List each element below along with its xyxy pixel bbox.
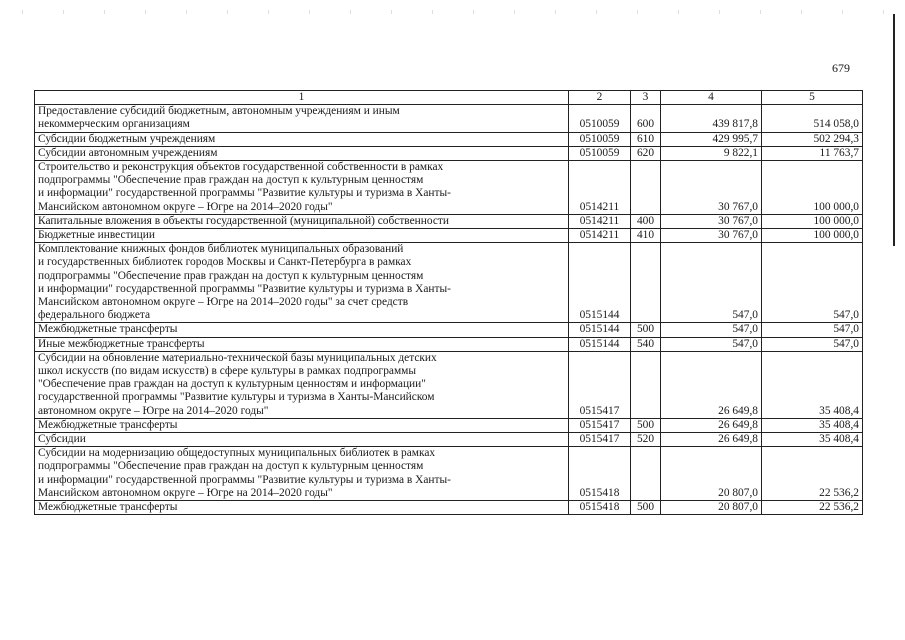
row-vr: 400 <box>631 214 661 228</box>
row-vr: 500 <box>631 418 661 432</box>
table-row <box>35 418 863 432</box>
row-amount-1: 30 767,0 <box>661 161 762 215</box>
row-name: Межбюджетные трансферты <box>35 323 569 337</box>
scan-artifact-top <box>0 10 905 14</box>
row-vr: 620 <box>631 146 661 160</box>
row-csr: 0514211 <box>569 161 631 215</box>
row-csr: 0515418 <box>569 501 631 515</box>
row-amount-2: 100 000,0 <box>762 161 863 215</box>
row-csr: 0515144 <box>569 337 631 351</box>
table-row <box>35 351 863 418</box>
table-row <box>35 214 863 228</box>
row-csr: 0514211 <box>569 229 631 243</box>
row-csr: 0510059 <box>569 132 631 146</box>
row-amount-1: 30 767,0 <box>661 229 762 243</box>
row-vr: 600 <box>631 105 661 132</box>
row-amount-2: 100 000,0 <box>762 229 863 243</box>
row-vr: 500 <box>631 323 661 337</box>
row-vr <box>631 351 661 418</box>
row-amount-1: 547,0 <box>661 243 762 323</box>
row-amount-1: 26 649,8 <box>661 351 762 418</box>
row-name: Бюджетные инвестиции <box>35 229 569 243</box>
row-csr: 0515417 <box>569 351 631 418</box>
row-name: Субсидии <box>35 433 569 447</box>
row-amount-1: 30 767,0 <box>661 214 762 228</box>
col-header-name: 1 <box>35 91 569 105</box>
row-name: Межбюджетные трансферты <box>35 501 569 515</box>
row-amount-2: 35 408,4 <box>762 433 863 447</box>
row-csr: 0515144 <box>569 323 631 337</box>
row-amount-2: 22 536,2 <box>762 447 863 501</box>
row-amount-2: 22 536,2 <box>762 501 863 515</box>
row-amount-2: 502 294,3 <box>762 132 863 146</box>
table-body <box>35 105 863 515</box>
header-row <box>35 91 863 105</box>
row-amount-1: 429 995,7 <box>661 132 762 146</box>
row-amount-2: 547,0 <box>762 243 863 323</box>
row-name: Строительство и реконструкция объектов государственной собственности в рамках подпрограммы "Обеспечение прав граждан на доступ к культурным ценностям и информации" государственной программы "Развитие культуры и туризма в Ханты- Мансийском автономном округе – Югре на 2014–2020 годы" <box>35 161 569 215</box>
col-header-amount-2: 5 <box>762 91 863 105</box>
table-row <box>35 337 863 351</box>
col-header-vr: 3 <box>631 91 661 105</box>
row-amount-1: 26 649,8 <box>661 418 762 432</box>
row-amount-2: 35 408,4 <box>762 351 863 418</box>
col-header-csr: 2 <box>569 91 631 105</box>
col-header-amount-1: 4 <box>661 91 762 105</box>
row-name: Предоставление субсидий бюджетным, автономным учреждениям и иным некоммерческим организациям <box>35 105 569 132</box>
table-row <box>35 146 863 160</box>
row-vr <box>631 161 661 215</box>
row-name: Субсидии автономным учреждениям <box>35 146 569 160</box>
row-name: Межбюджетные трансферты <box>35 418 569 432</box>
table-row <box>35 243 863 323</box>
row-amount-2: 11 763,7 <box>762 146 863 160</box>
row-name: Субсидии на модернизацию общедоступных муниципальных библиотек в рамках подпрограммы "Обеспечение прав граждан на доступ к культурным ценностям и информации" государственной программы "Развитие культуры и туризма в Ханты- Мансийском автономном округе – Югре на 2014–2020 годы" <box>35 447 569 501</box>
row-csr: 0510059 <box>569 105 631 132</box>
row-vr <box>631 447 661 501</box>
table-row <box>35 433 863 447</box>
row-csr: 0515417 <box>569 418 631 432</box>
table-row <box>35 132 863 146</box>
row-csr: 0510059 <box>569 146 631 160</box>
row-amount-2: 35 408,4 <box>762 418 863 432</box>
scan-edge-line <box>893 14 895 246</box>
row-amount-1: 26 649,8 <box>661 433 762 447</box>
row-name: Субсидии на обновление материально-технической базы муниципальных детских школ искусств (по видам искусств) в сфере культуры в рамках подпрограммы "Обеспечение прав граждан на доступ к культурным ценностям и информации" государственной программы "Развитие культуры и туризма в Ханты-Мансийском автономном округе – Югре на 2014–2020 годы" <box>35 351 569 418</box>
table-row <box>35 161 863 215</box>
row-vr: 410 <box>631 229 661 243</box>
row-csr: 0515418 <box>569 447 631 501</box>
page-number: 679 <box>832 61 850 75</box>
table-row <box>35 447 863 501</box>
row-amount-2: 547,0 <box>762 323 863 337</box>
row-name: Субсидии бюджетным учреждениям <box>35 132 569 146</box>
row-vr <box>631 243 661 323</box>
row-name: Комплектование книжных фондов библиотек муниципальных образований и государственных библиотек городов Москвы и Санкт-Петербурга в рамках подпрограммы "Обеспечение прав граждан на доступ к культурным ценностям и информации" государственной программы "Развитие культуры и туризма в Ханты- Мансийском автономном округе – Югре на 2014–2020 годы" за счет средств федерального бюджета <box>35 243 569 323</box>
row-vr: 540 <box>631 337 661 351</box>
row-csr: 0514211 <box>569 214 631 228</box>
row-amount-1: 20 807,0 <box>661 501 762 515</box>
table-row <box>35 105 863 132</box>
row-amount-1: 547,0 <box>661 337 762 351</box>
table-row <box>35 501 863 515</box>
row-amount-1: 20 807,0 <box>661 447 762 501</box>
row-amount-1: 547,0 <box>661 323 762 337</box>
budget-table <box>34 90 863 515</box>
row-vr: 610 <box>631 132 661 146</box>
row-name: Капитальные вложения в объекты государственной (муниципальной) собственности <box>35 214 569 228</box>
table-row <box>35 323 863 337</box>
row-csr: 0515417 <box>569 433 631 447</box>
row-vr: 500 <box>631 501 661 515</box>
row-amount-1: 9 822,1 <box>661 146 762 160</box>
row-vr: 520 <box>631 433 661 447</box>
row-amount-2: 100 000,0 <box>762 214 863 228</box>
row-amount-1: 439 817,8 <box>661 105 762 132</box>
row-csr: 0515144 <box>569 243 631 323</box>
row-amount-2: 547,0 <box>762 337 863 351</box>
row-amount-2: 514 058,0 <box>762 105 863 132</box>
row-name: Иные межбюджетные трансферты <box>35 337 569 351</box>
table-row <box>35 229 863 243</box>
